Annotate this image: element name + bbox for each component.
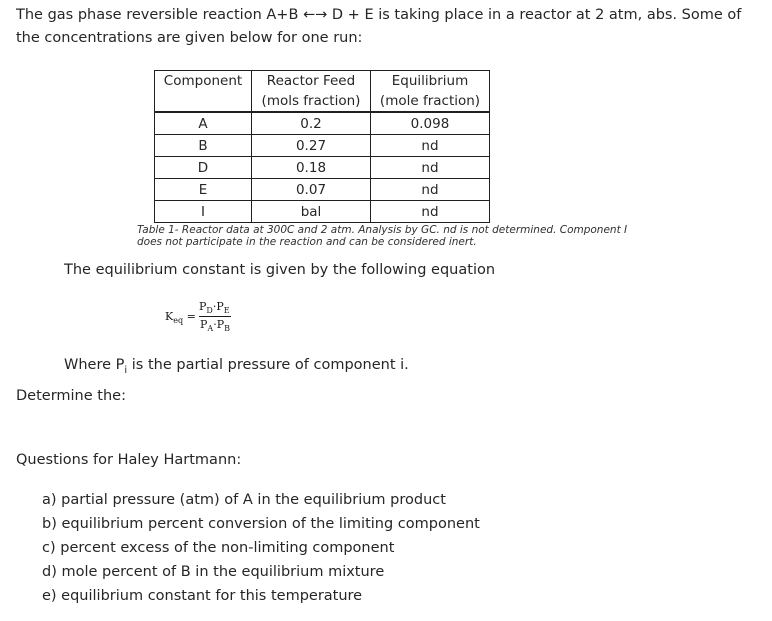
- formula-numerator: $P_D\cdot P_E$: [199, 300, 230, 316]
- cell-feed: bal: [252, 201, 371, 223]
- cell-component: D: [155, 157, 252, 179]
- cell-feed: 0.18: [252, 157, 371, 179]
- cell-feed: 0.27: [252, 135, 371, 157]
- equation-intro: The equilibrium constant is given by the following equation: [64, 262, 496, 278]
- cell-component: B: [155, 135, 252, 157]
- table-row: [155, 179, 490, 201]
- problem-intro: The gas phase reversible reaction A+B ←→ D + E is taking place in a reactor at 2 atm, abs. Some of the concentrations are given below for one run:: [16, 7, 742, 46]
- table-row: [155, 157, 490, 179]
- formula-lhs: $K_{eq}$ =: [165, 310, 196, 326]
- question-list: [42, 488, 480, 608]
- question-item: e) equilibrium constant for this temperature: [42, 588, 363, 604]
- table-header-row: [155, 71, 490, 113]
- table-caption: Table 1- Reactor data at 300C and 2 atm. Analysis by GC. nd is not determined. Component I does not participate in the reaction and can be considered inert.: [137, 224, 628, 248]
- question-item: b) equilibrium percent conversion of the limiting component: [42, 516, 480, 532]
- cell-feed: 0.07: [252, 179, 371, 201]
- reactor-data-table: [154, 70, 490, 223]
- formula-denominator: $P_A\cdot P_B$: [200, 318, 230, 334]
- cell-component: E: [155, 179, 252, 201]
- cell-equilibrium: nd: [371, 157, 490, 179]
- cell-component: I: [155, 201, 252, 223]
- fraction-bar: [199, 316, 231, 317]
- cell-component: A: [155, 112, 252, 135]
- determine-label: Determine the:: [16, 388, 126, 404]
- where-definition: Where $P_i$ is the partial pressure of component i.: [64, 357, 409, 376]
- question-item: c) percent excess of the non-limiting component: [42, 540, 395, 556]
- header-component: Component: [155, 71, 252, 113]
- question-item: d) mole percent of B in the equilibrium mixture: [42, 564, 385, 580]
- cell-equilibrium: nd: [371, 179, 490, 201]
- header-equilibrium: Equilibrium (mole fraction): [371, 71, 490, 113]
- questions-heading: Questions for Haley Hartmann:: [16, 452, 242, 468]
- cell-equilibrium: 0.098: [371, 112, 490, 135]
- cell-equilibrium: nd: [371, 201, 490, 223]
- cell-equilibrium: nd: [371, 135, 490, 157]
- table-row: [155, 135, 490, 157]
- cell-feed: 0.2: [252, 112, 371, 135]
- table-row: [155, 112, 490, 135]
- header-reactor-feed: Reactor Feed (mols fraction): [252, 71, 371, 113]
- question-item: a) partial pressure (atm) of A in the equilibrium product: [42, 492, 446, 508]
- table-row: [155, 201, 490, 223]
